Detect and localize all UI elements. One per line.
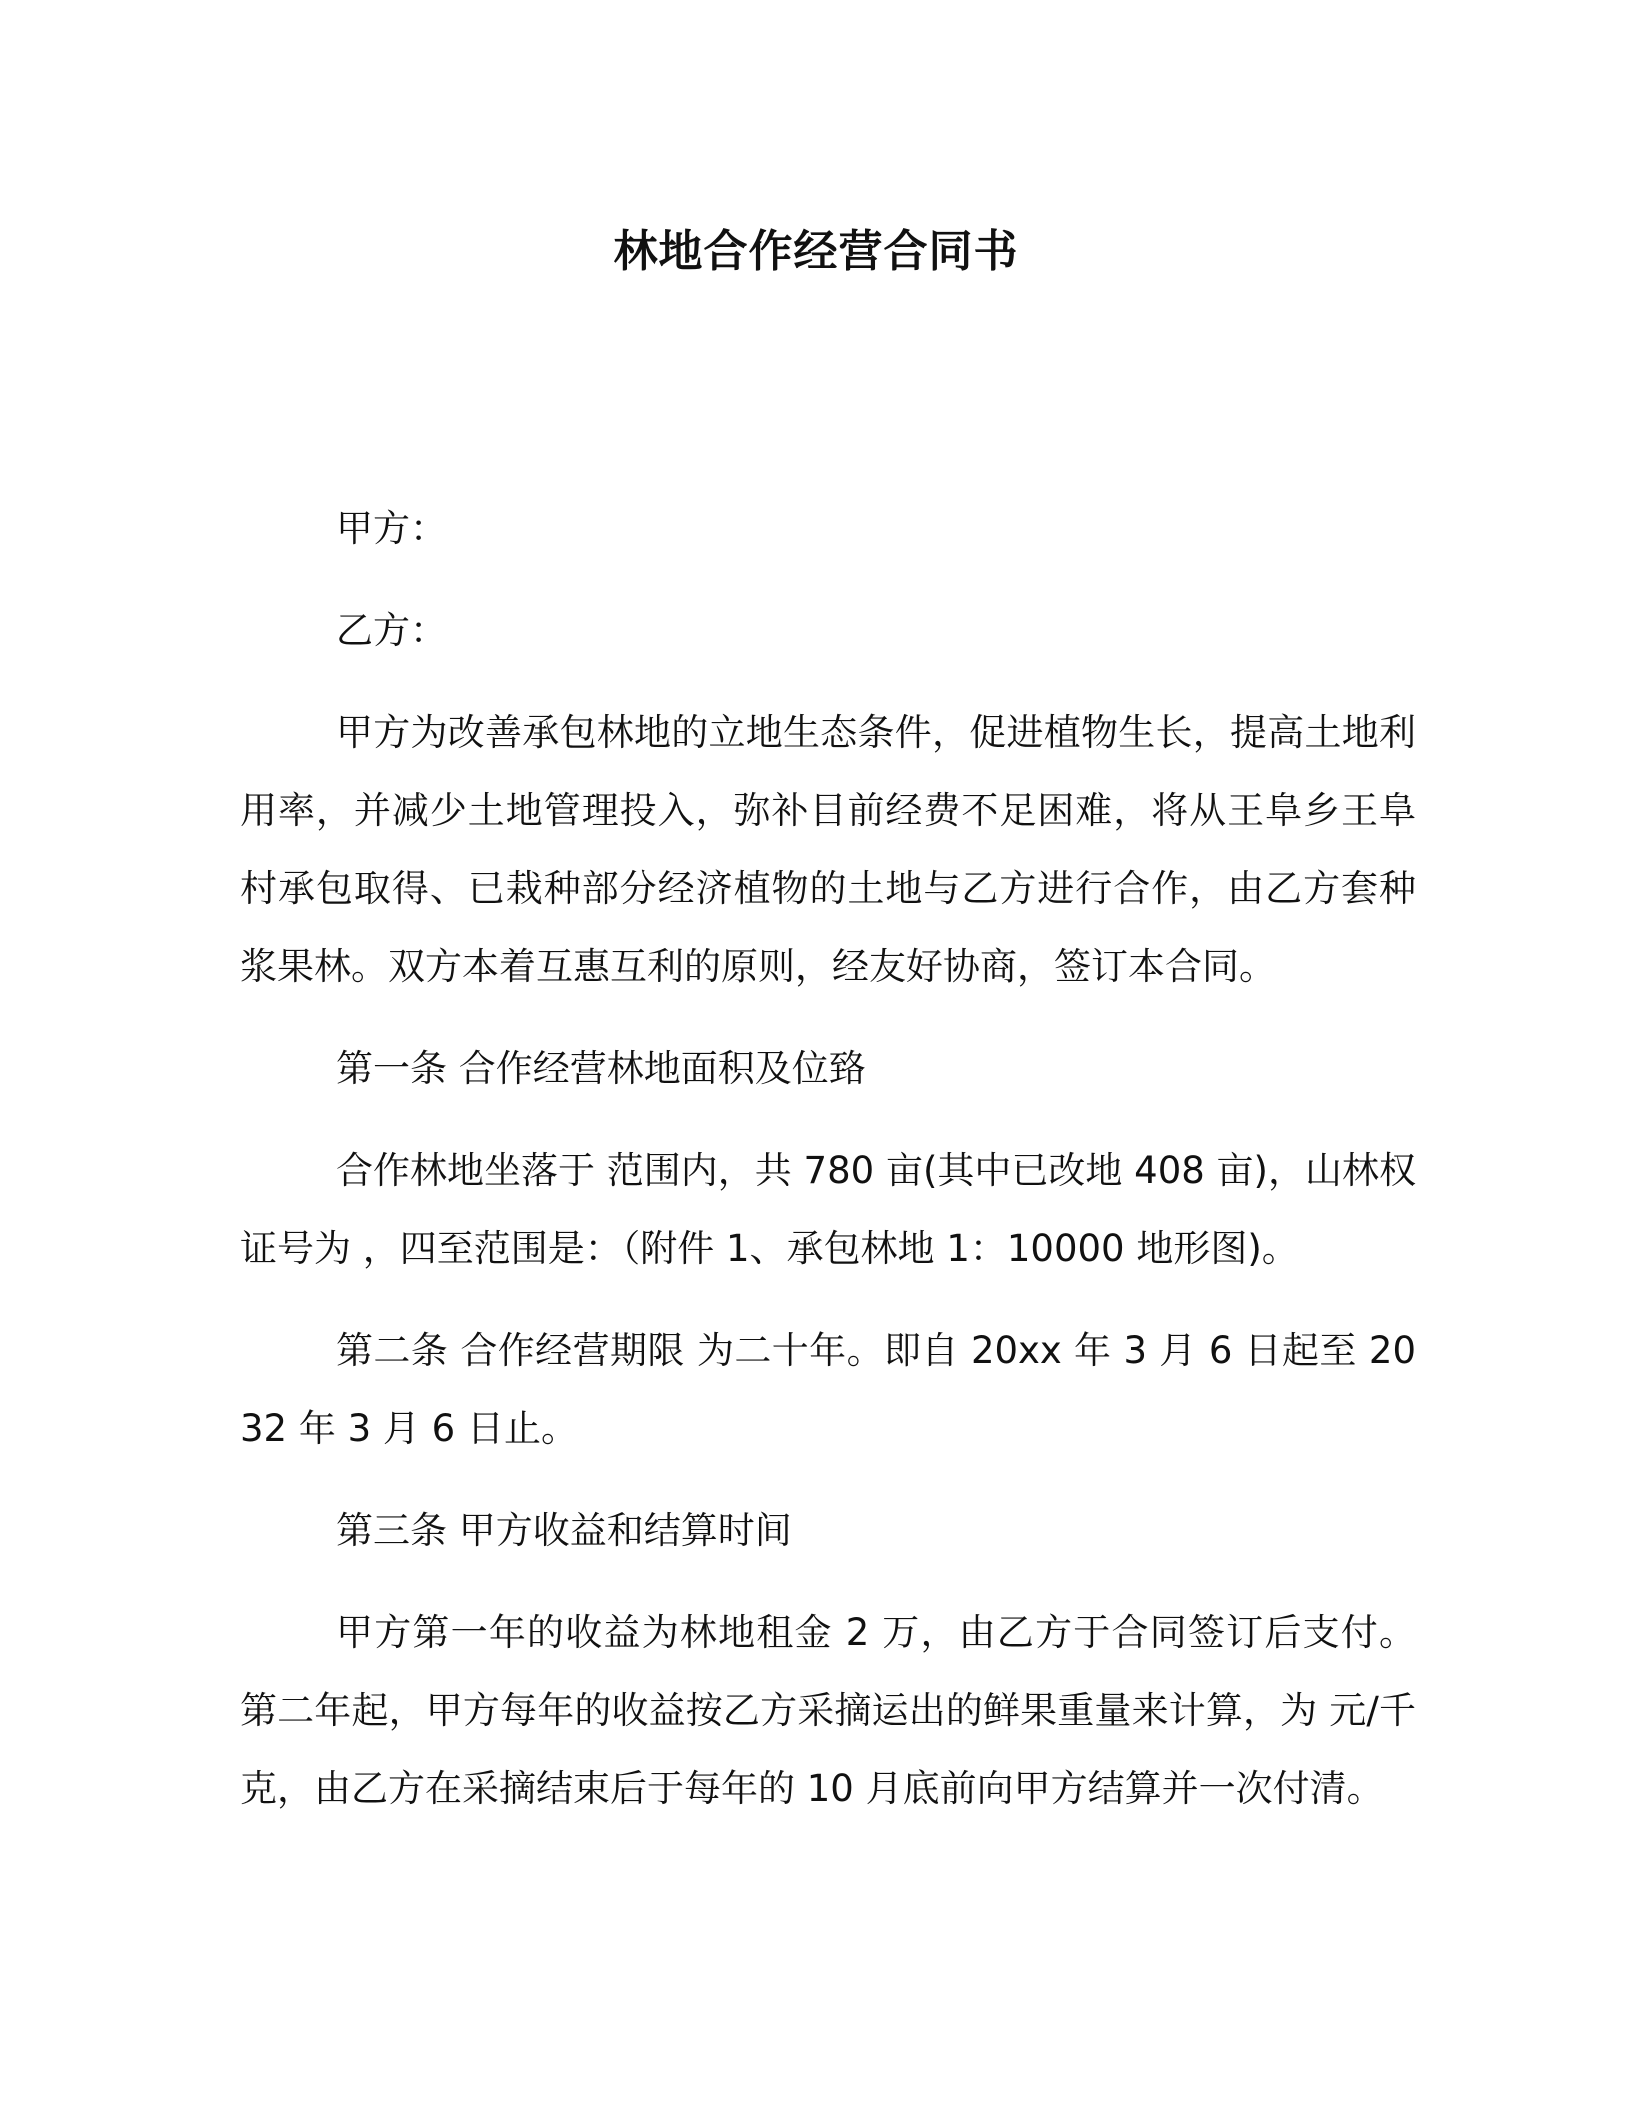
- document-title: 林地合作经营合同书: [613, 226, 1019, 277]
- article-3-heading: 第三条 甲方收益和结算时间: [336, 1509, 792, 1552]
- article-2-paragraph: 第二条 合作经营期限 为二十年。即自 20xx 年 3 月 6 日起至 2032 年 3 月 6 日止。: [240, 1329, 1416, 1450]
- article-1-paragraph: 合作林地坐落于 范围内，共 780 亩(其中已改地 408 亩)，山林权证号为 ，四至范围是：（附件 1、承包林地 1：10000 地形图)。: [240, 1149, 1416, 1270]
- party-b-label: 乙方：: [336, 609, 447, 652]
- party-a-label: 甲方：: [336, 507, 447, 550]
- article-3-paragraph: 甲方第一年的收益为林地租金 2 万，由乙方于合同签订后支付。第二年起，甲方每年的收益按乙方采摘运出的鲜果重量来计算，为 元/千克，由乙方在采摘结束后于每年的 10 月底前向甲方结算并一次付清。: [240, 1611, 1416, 1810]
- preamble-paragraph: 甲方为改善承包林地的立地生态条件，促进植物生长，提高土地利用率，并减少土地管理投入，弥补目前经费不足困难，将从王阜乡王阜村承包取得、已栽种部分经济植物的土地与乙方进行合作，由乙方套种浆果林。双方本着互惠互利的原则，经友好协商，签订本合同。: [240, 711, 1416, 988]
- article-1-heading: 第一条 合作经营林地面积及位臵: [336, 1047, 866, 1090]
- document-body: [240, 490, 1416, 1852]
